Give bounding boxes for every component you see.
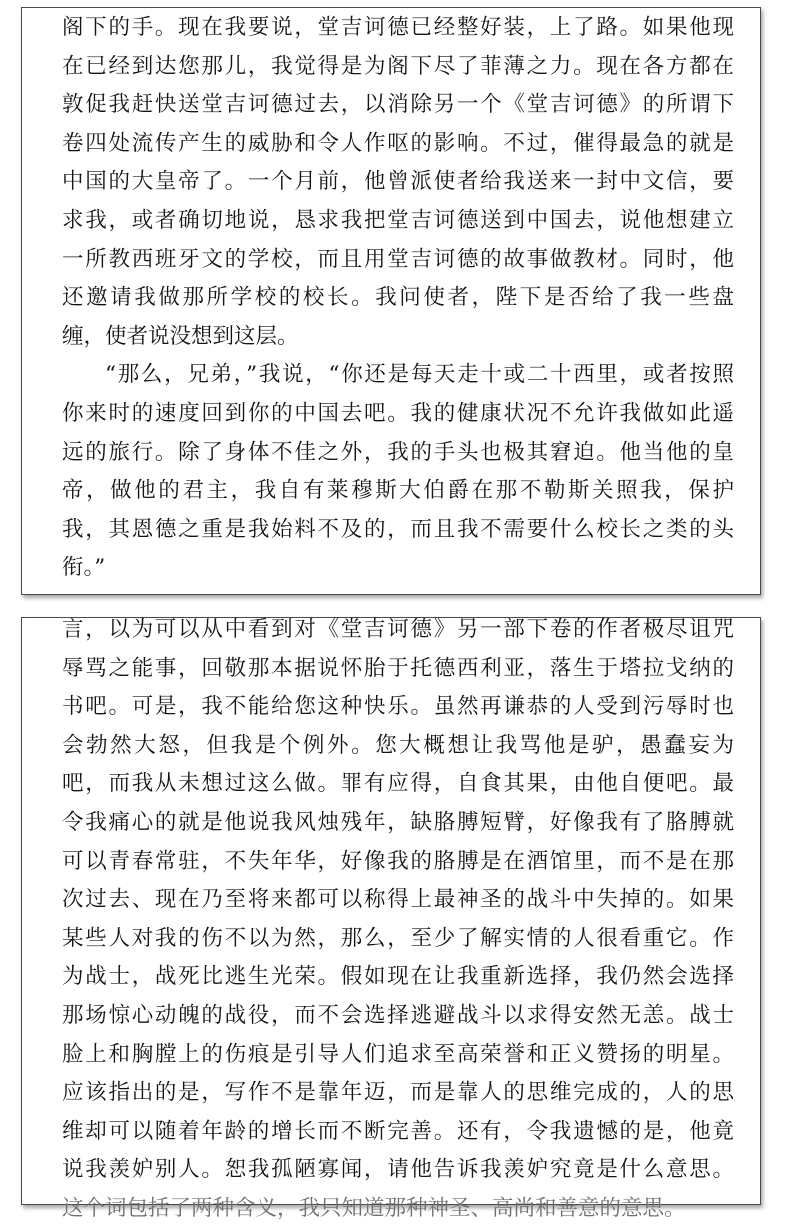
page-1-text <box>62 9 734 588</box>
text-line: 可以青春常驻，不失年华，好像我的胳膊是在酒馆里，而不是在那 <box>62 848 734 874</box>
text-line: 吧，而我从未想过这么做。罪有应得，自食其果，由他自便吧。最 <box>62 771 734 797</box>
text-line: 你来时的速度回到你的中国去吧。我的健康状况不允许我做如此遥 <box>62 400 734 426</box>
text-line: 脸上和胸膛上的伤痕是引导人们追求至高荣誉和正义赞扬的明星。 <box>62 1041 734 1067</box>
text-line: 那场惊心动魄的战役，而不会选择逃避战斗以求得安然无恙。战士 <box>62 1002 734 1028</box>
text-line: 我，其恩德之重是我始料不及的，而且我不需要什么校长之类的头 <box>62 516 734 542</box>
text-line: 远的旅行。除了身体不佳之外，我的手头也极其窘迫。他当他的皇 <box>62 439 734 465</box>
text-line: 次过去、现在乃至将来都可以称得上最神圣的战斗中失掉的。如果 <box>62 887 734 913</box>
text-line: 求我，或者确切地说，恳求我把堂吉诃德送到中国去，说他想建立 <box>62 207 734 233</box>
text-line: 中国的大皇帝了。一个月前，他曾派使者给我送来一封中文信，要 <box>62 169 734 195</box>
text-line: 一所教西班牙文的学校，而且用堂吉诃德的故事做教材。同时，他 <box>62 246 734 272</box>
text-line: 说我羡妒别人。恕我孤陋寡闻，请他告诉我羡妒究竟是什么意思。 <box>62 1157 734 1183</box>
text-line: 帝，做他的君主，我自有莱穆斯大伯爵在那不勒斯关照我，保护 <box>62 478 734 504</box>
text-line: 某些人对我的伤不以为然，那么，至少了解实情的人很看重它。作 <box>62 925 734 951</box>
text-line: 为战士，战死比逃生光荣。假如现在让我重新选择，我仍然会选择 <box>62 964 734 990</box>
page-2-text <box>62 611 734 1229</box>
text-line: 言，以为可以从中看到对《堂吉诃德》另一部下卷的作者极尽诅咒 <box>62 617 734 642</box>
text-line: 缠，使者说没想到这层。 <box>62 323 299 349</box>
text-line: 会勃然大怒，但我是个例外。您大概想让我骂他是驴，愚蠢妄为 <box>62 732 734 758</box>
text-line: 敦促我赶快送堂吉诃德过去，以消除另一个《堂吉诃德》的所谓下 <box>62 92 734 118</box>
text-line: 书吧。可是，我不能给您这种快乐。虽然再谦恭的人受到污辱时也 <box>62 694 734 720</box>
text-line: “那么，兄弟，”我说，“你还是每天走十或二十西里，或者按照 <box>105 362 734 388</box>
text-line: 阁下的手。现在我要说，堂吉诃德已经整好装，上了路。如果他现 <box>62 15 734 40</box>
text-line: 还邀请我做那所学校的校长。我问使者，陛下是否给了我一些盘 <box>62 285 734 311</box>
text-line: 在已经到达您那儿，我觉得是为阁下尽了菲薄之力。现在各方都在 <box>62 53 734 79</box>
text-line: 应该指出的是，写作不是靠年迈，而是靠人的思维完成的，人的思 <box>62 1080 734 1106</box>
document-page-2 <box>21 617 761 1221</box>
text-line: 维却可以随着年龄的增长而不断完善。还有，令我遗憾的是，他竟 <box>62 1118 734 1144</box>
text-line: 衔。” <box>62 555 106 581</box>
text-line: 卷四处流传产生的威胁和令人作呕的影响。不过，催得最急的就是 <box>62 130 734 156</box>
text-line: 令我痛心的就是他说我风烛残年，缺胳膊短臂，好像我有了胳膊就 <box>62 809 734 835</box>
text-line: 辱骂之能事，回敬那本据说怀胎于托德西利亚，落生于塔拉戈纳的 <box>62 655 734 681</box>
document-page-1 <box>21 7 761 595</box>
text-line-cutoff: 这个词包括了两种含义，我只知道那种神圣、高尚和善意的意思。 <box>62 1195 686 1221</box>
